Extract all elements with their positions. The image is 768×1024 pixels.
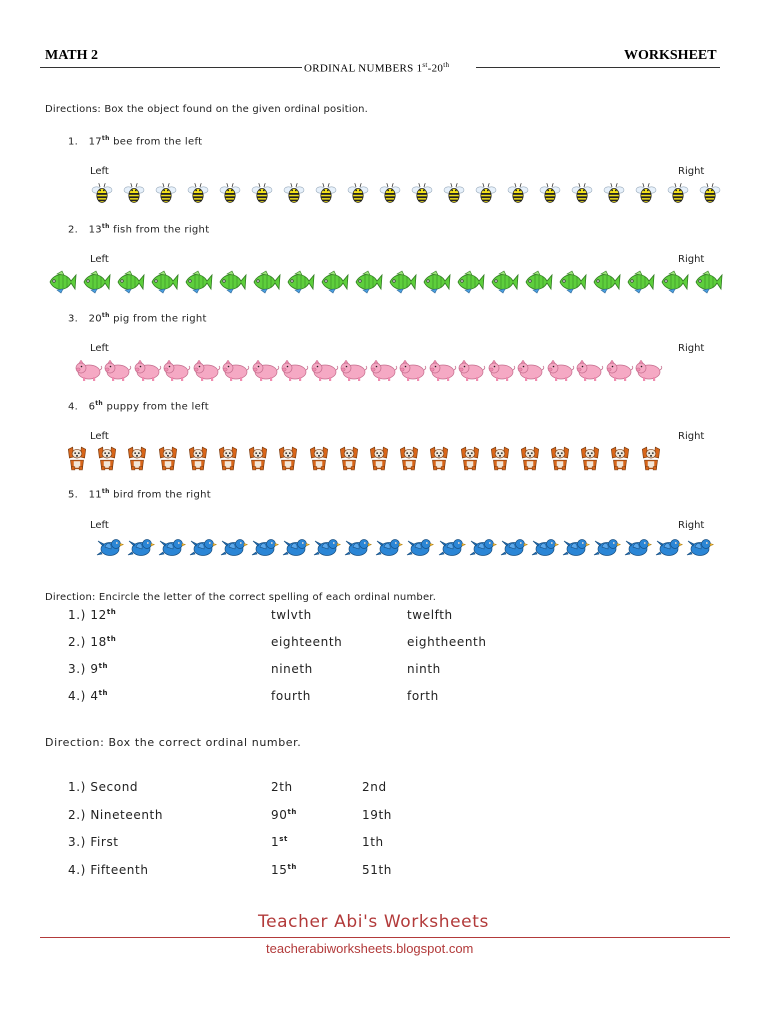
pig-icon[interactable]: [74, 356, 104, 384]
fish-icon[interactable]: [148, 267, 182, 297]
pig-icon[interactable]: [104, 356, 134, 384]
pig-row: [74, 356, 664, 384]
bee-icon[interactable]: [86, 180, 118, 206]
spell-choice-b[interactable]: forth: [407, 689, 439, 703]
pig-icon[interactable]: [517, 356, 547, 384]
fish-icon[interactable]: [182, 267, 216, 297]
part2-directions: Direction: Encircle the letter of the correct spelling of each ordinal number.: [45, 592, 437, 603]
bee-icon[interactable]: [342, 180, 374, 206]
bird-icon[interactable]: [156, 533, 187, 561]
fish-row: [46, 267, 726, 297]
bee-icon[interactable]: [566, 180, 598, 206]
puppy-icon[interactable]: [575, 444, 605, 472]
footer-url: teacherabiworksheets.blogspot.com: [266, 941, 474, 956]
pig-icon[interactable]: [281, 356, 311, 384]
bee-icon[interactable]: [598, 180, 630, 206]
pig-icon[interactable]: [576, 356, 606, 384]
bird-icon[interactable]: [312, 533, 343, 561]
puppy-icon[interactable]: [62, 444, 92, 472]
spell-choice-a[interactable]: eighteenth: [271, 635, 343, 649]
pig-icon[interactable]: [458, 356, 488, 384]
bee-icon[interactable]: [118, 180, 150, 206]
question-3: 3. 20th pig from the right: [68, 312, 207, 325]
fish-icon[interactable]: [658, 267, 692, 297]
bird-icon[interactable]: [405, 533, 436, 561]
footer-brand: Teacher Abi's Worksheets: [258, 912, 489, 932]
fish-icon[interactable]: [352, 267, 386, 297]
bee-icon[interactable]: [246, 180, 278, 206]
bird-icon[interactable]: [374, 533, 405, 561]
question-1: 1. 17th bee from the left: [68, 135, 203, 148]
bee-icon[interactable]: [406, 180, 438, 206]
puppy-icon[interactable]: [92, 444, 122, 472]
bird-icon[interactable]: [218, 533, 249, 561]
puppy-icon[interactable]: [636, 444, 666, 472]
bird-row: [94, 533, 716, 561]
pig-icon[interactable]: [428, 356, 458, 384]
pig-icon[interactable]: [192, 356, 222, 384]
bee-icon[interactable]: [438, 180, 470, 206]
bee-icon[interactable]: [310, 180, 342, 206]
pig-icon[interactable]: [546, 356, 576, 384]
bird-icon[interactable]: [94, 533, 125, 561]
box-choice-b[interactable]: 19th: [362, 808, 392, 822]
box-item-4: 4.) Fifteenth: [68, 863, 149, 877]
bird-icon[interactable]: [529, 533, 560, 561]
bee-icon[interactable]: [694, 180, 726, 206]
puppy-icon[interactable]: [605, 444, 635, 472]
fish-icon[interactable]: [420, 267, 454, 297]
bee-icon[interactable]: [374, 180, 406, 206]
bee-icon[interactable]: [502, 180, 534, 206]
fish-icon[interactable]: [590, 267, 624, 297]
pig-icon[interactable]: [310, 356, 340, 384]
fish-icon[interactable]: [692, 267, 726, 297]
fish-icon[interactable]: [114, 267, 148, 297]
spell-choice-a[interactable]: fourth: [271, 689, 312, 703]
right-label: Right: [678, 254, 705, 265]
left-label: Left: [90, 166, 109, 177]
pig-icon[interactable]: [251, 356, 281, 384]
bird-icon[interactable]: [654, 533, 685, 561]
puppy-icon[interactable]: [485, 444, 515, 472]
bird-icon[interactable]: [281, 533, 312, 561]
spell-choice-a[interactable]: nineth: [271, 662, 313, 676]
fish-icon[interactable]: [454, 267, 488, 297]
fish-icon[interactable]: [386, 267, 420, 297]
fish-icon[interactable]: [80, 267, 114, 297]
puppy-icon[interactable]: [364, 444, 394, 472]
spell-choice-b[interactable]: ninth: [407, 662, 441, 676]
pig-icon[interactable]: [399, 356, 429, 384]
spell-item-3: 3.) 9th: [68, 662, 109, 676]
bird-icon[interactable]: [498, 533, 529, 561]
bee-icon[interactable]: [150, 180, 182, 206]
fish-icon[interactable]: [216, 267, 250, 297]
box-choice-a[interactable]: 1st: [271, 835, 288, 849]
bee-row: [86, 180, 726, 206]
fish-icon[interactable]: [488, 267, 522, 297]
box-item-3: 3.) First: [68, 835, 119, 849]
header-rule-left: [40, 67, 302, 68]
fish-icon[interactable]: [624, 267, 658, 297]
spell-choice-a[interactable]: twlvth: [271, 608, 312, 622]
pig-icon[interactable]: [369, 356, 399, 384]
fish-icon[interactable]: [522, 267, 556, 297]
pig-icon[interactable]: [222, 356, 252, 384]
pig-icon[interactable]: [487, 356, 517, 384]
part1-directions: Directions: Box the object found on the given ordinal position.: [45, 104, 369, 115]
pig-icon[interactable]: [133, 356, 163, 384]
box-choice-a[interactable]: 90th: [271, 808, 298, 822]
right-label: Right: [678, 520, 705, 531]
subject-label: MATH 2: [45, 48, 99, 63]
question-4: 4. 6th puppy from the left: [68, 400, 209, 413]
bird-icon[interactable]: [249, 533, 280, 561]
box-choice-a[interactable]: 15th: [271, 863, 298, 877]
header-rule-right: [476, 67, 720, 68]
fish-icon[interactable]: [250, 267, 284, 297]
question-5: 5. 11th bird from the right: [68, 488, 211, 501]
bee-icon[interactable]: [470, 180, 502, 206]
spell-item-1: 1.) 12th: [68, 608, 117, 622]
bird-icon[interactable]: [592, 533, 623, 561]
pig-icon[interactable]: [635, 356, 665, 384]
fish-icon[interactable]: [556, 267, 590, 297]
puppy-icon[interactable]: [424, 444, 454, 472]
worksheet-title: ORDINAL NUMBERS 1st-20th: [304, 61, 450, 75]
box-choice-a[interactable]: 2th: [271, 780, 293, 794]
spell-choice-b[interactable]: eightheenth: [407, 635, 487, 649]
puppy-row: [62, 444, 666, 472]
box-choice-b[interactable]: 1th: [362, 835, 384, 849]
bird-icon[interactable]: [343, 533, 374, 561]
bird-icon[interactable]: [623, 533, 654, 561]
bird-icon[interactable]: [436, 533, 467, 561]
bee-icon[interactable]: [182, 180, 214, 206]
puppy-icon[interactable]: [183, 444, 213, 472]
puppy-icon[interactable]: [394, 444, 424, 472]
puppy-icon[interactable]: [545, 444, 575, 472]
footer-rule: [40, 937, 730, 938]
bird-icon[interactable]: [467, 533, 498, 561]
question-2: 2. 13th fish from the right: [68, 223, 210, 236]
puppy-icon[interactable]: [213, 444, 243, 472]
fish-icon[interactable]: [318, 267, 352, 297]
bee-icon[interactable]: [534, 180, 566, 206]
puppy-icon[interactable]: [334, 444, 364, 472]
left-label: Left: [90, 520, 109, 531]
bee-icon[interactable]: [662, 180, 694, 206]
bee-icon[interactable]: [214, 180, 246, 206]
puppy-icon[interactable]: [515, 444, 545, 472]
puppy-icon[interactable]: [273, 444, 303, 472]
bird-icon[interactable]: [560, 533, 591, 561]
left-label: Left: [90, 431, 109, 442]
box-choice-b[interactable]: 51th: [362, 863, 392, 877]
puppy-icon[interactable]: [454, 444, 484, 472]
left-label: Left: [90, 343, 109, 354]
right-label: Right: [678, 431, 705, 442]
left-label: Left: [90, 254, 109, 265]
pig-icon[interactable]: [163, 356, 193, 384]
box-item-1: 1.) Second: [68, 780, 139, 794]
worksheet-label: WORKSHEET: [624, 48, 717, 63]
box-item-2: 2.) Nineteenth: [68, 808, 164, 822]
part3-directions: Direction: Box the correct ordinal number.: [45, 736, 302, 749]
bird-icon[interactable]: [187, 533, 218, 561]
bee-icon[interactable]: [630, 180, 662, 206]
fish-icon[interactable]: [46, 267, 80, 297]
fish-icon[interactable]: [284, 267, 318, 297]
spell-item-4: 4.) 4th: [68, 689, 109, 703]
puppy-icon[interactable]: [243, 444, 273, 472]
puppy-icon[interactable]: [122, 444, 152, 472]
bee-icon[interactable]: [278, 180, 310, 206]
bird-icon[interactable]: [685, 533, 716, 561]
puppy-icon[interactable]: [304, 444, 334, 472]
right-label: Right: [678, 166, 705, 177]
spell-item-2: 2.) 18th: [68, 635, 117, 649]
spell-choice-b[interactable]: twelfth: [407, 608, 453, 622]
pig-icon[interactable]: [340, 356, 370, 384]
bird-icon[interactable]: [125, 533, 156, 561]
box-choice-b[interactable]: 2nd: [362, 780, 387, 794]
puppy-icon[interactable]: [153, 444, 183, 472]
right-label: Right: [678, 343, 705, 354]
pig-icon[interactable]: [605, 356, 635, 384]
